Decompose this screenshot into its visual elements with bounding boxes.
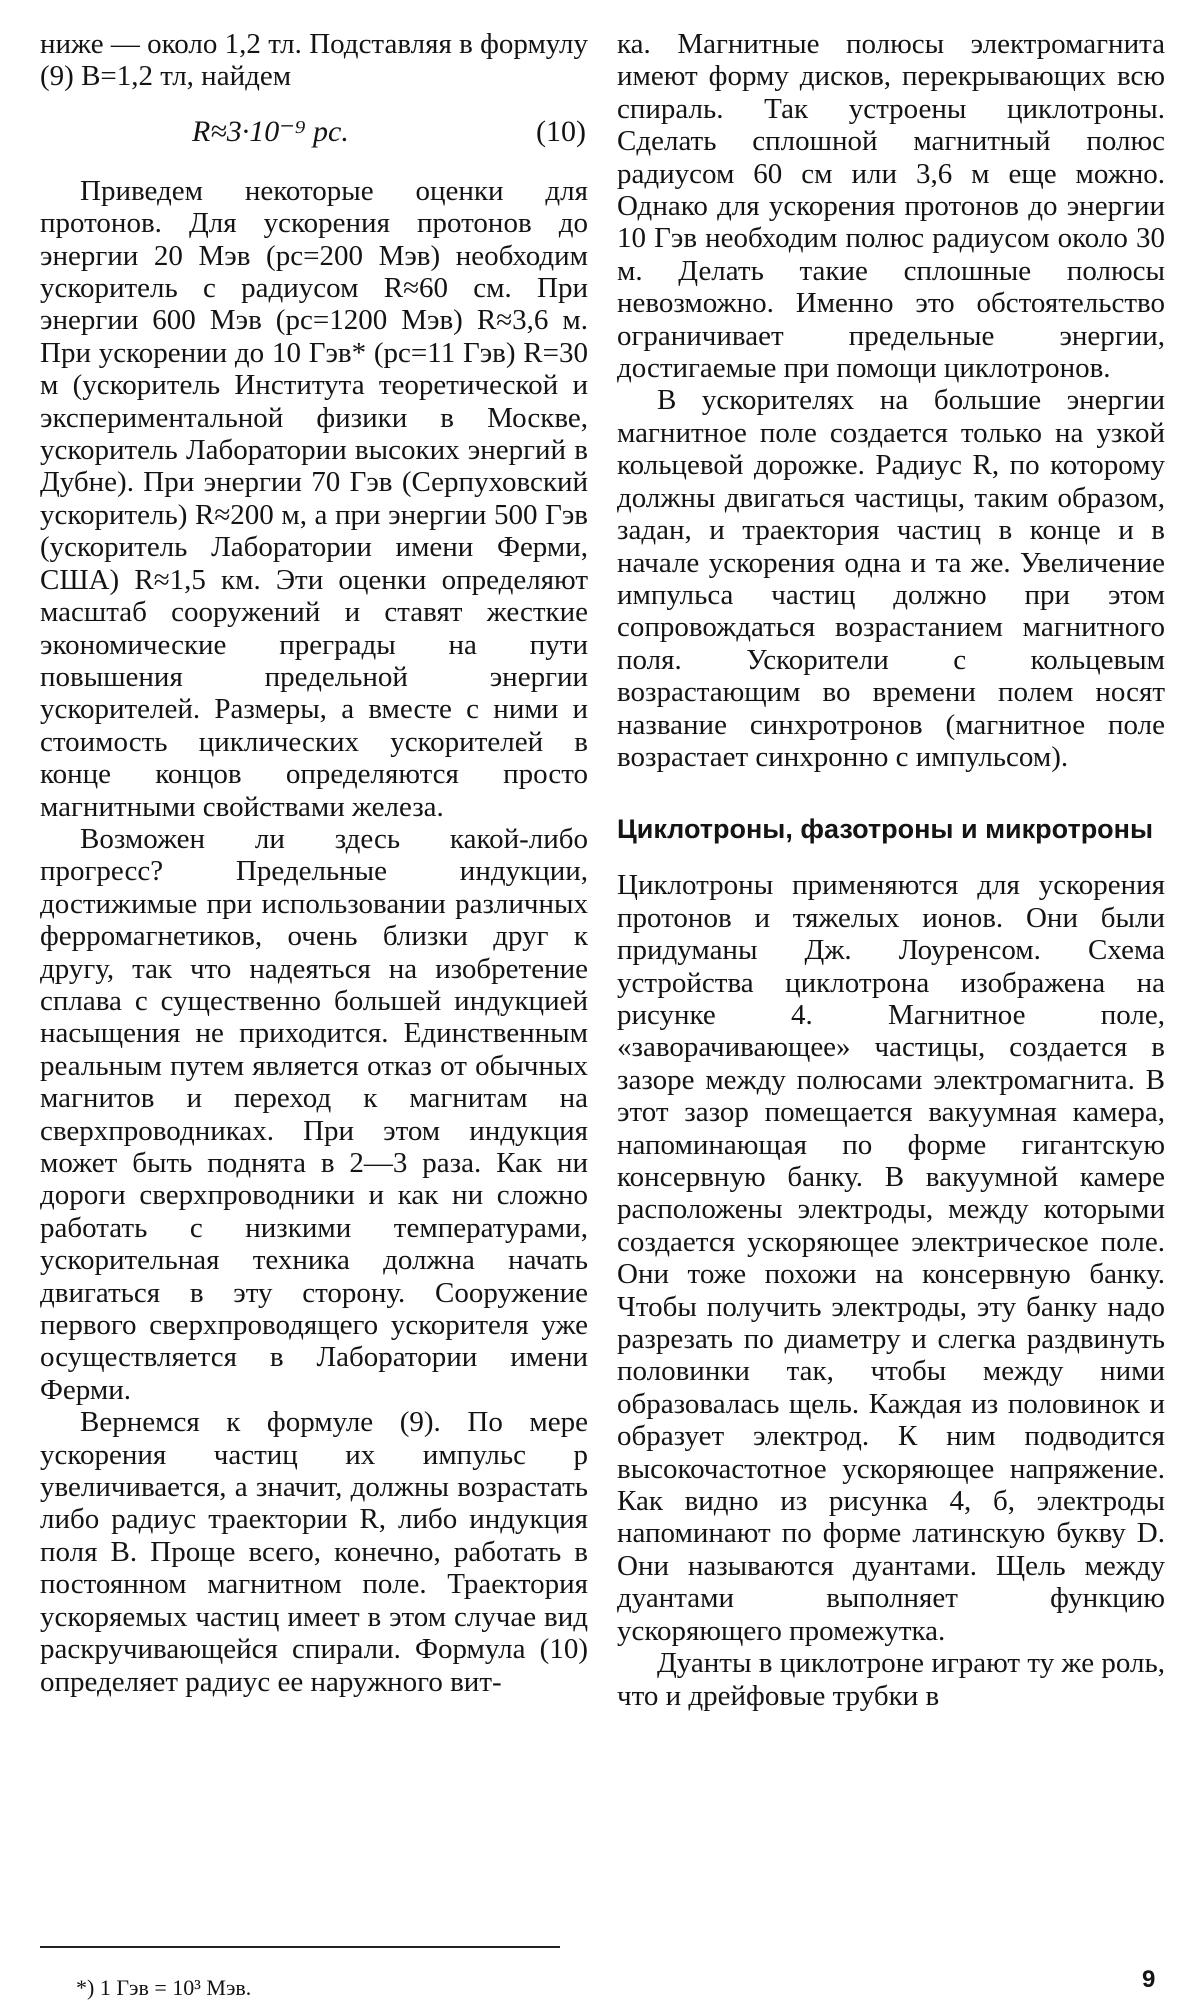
paragraph: Вернемся к формуле (9). По мере ускорения частиц их импульс p увеличивается, а значит, должны возрастать либо радиус траектории R, либо индукция поля B. Проще всего, конечно, работать в постоянном магнитном поле. Траектория ускоряемых частиц имеет в этом случае вид раскручивающейся спирали. Формула (10) определяет радиус ее наружного вит- [40,1406,588,1698]
paragraph: В ускорителях на большие энергии магнитное поле создается только на узкой кольцевой дорожке. Радиус R, по которому должны двигаться частицы, таким образом, задан, и траектория частиц в конце и в начале ускорения одна и та же. Увеличение импульса частиц должно при этом сопровождаться возрастанием магнитного поля. Ускорители с кольцевым возрастающим во времени полем носят название синхротронов (магнитное поле возрастает синхронно с импульсом). [617,384,1165,773]
paragraph: Возможен ли здесь какой-либо прогресс? Предельные индукции, достижимые при использовании различных ферромагнетиков, очень близки друг к другу, так что надеяться на изобретение сплава с существенно большей индукцией насыщения не приходится. Единственным реальным путем является отказ от обычных магнитов и переход к магнитам на сверхпроводниках. При этом индукция может быть поднята в 2—3 раза. Как ни дороги сверхпроводники и как ни сложно работать с низкими температурами, ускорительная техника должна начать двигаться в эту сторону. Сооружение первого сверхпроводящего ускорителя уже осуществляется в Лаборатории имени Ферми. [40,822,588,1406]
formula-10 [40,115,588,151]
paragraph-intro: ниже — около 1,2 тл. Подставляя в формулу (9) B=1,2 тл, найдем [40,28,588,93]
paragraph: ка. Магнитные полюсы электромагнита имеют форму дисков, перекрывающих всю спираль. Так устроены циклотроны. Сделать сплошной магнитный полюс радиусом 60 см или 3,6 м еще можно. Однако для ускорения протонов до энергии 10 Гэв необходим полюс радиусом около 30 м. Делать такие сплошные полюсы невозможно. Именно это обстоятельство ограничивает предельные энергии, достигаемые при помощи циклотронов. [617,28,1165,385]
footnote-divider [40,1946,560,1948]
left-column [40,28,588,1698]
formula-number: (10) [536,114,586,148]
paragraph: Дуанты в циклотроне играют ту же роль, что и дрейфовые трубки в [617,1647,1165,1712]
footnote: *) 1 Гэв = 10³ Мэв. [76,1975,252,2000]
formula-expression: R≈3·10⁻⁹ pc. [192,114,349,148]
page-number: 9 [1142,1966,1156,1993]
right-column [617,28,1165,1712]
paragraph: Приведем некоторые оценки для протонов. Для ускорения протонов до энергии 20 Мэв (pc=200 Мэв) необходим ускоритель с радиусом R≈60 см. При энергии 600 Мэв (pc=1200 Мэв) R≈3,6 м. При ускорении до 10 Гэв* (pc=11 Гэв) R=30 м (ускоритель Института теоретической и экспериментальной физики в Москве, ускоритель Лаборатории высоких энергий в Дубне). При энергии 70 Гэв (Серпуховский ускоритель) R≈200 м, а при энергии 500 Гэв (ускоритель Лаборатории имени Ферми, США) R≈1,5 км. Эти оценки определяют масштаб сооружений и ставят жесткие экономические преграды на пути повышения предельной энергии ускорителей. Размеры, а вместе с ними и стоимость циклических ускорителей в конце концов определяются просто магнитными свойствами железа. [40,174,588,823]
paragraph: Циклотроны применяются для ускорения протонов и тяжелых ионов. Они были придуманы Дж. Лоуренсом. Схема устройства циклотрона изображена на рисунке 4. Магнитное поле, «заворачивающее» частицы, создается в зазоре между полюсами электромагнита. В этот зазор помещается вакуумная камера, напоминающая по форме гигантскую консервную банку. В вакуумной камере расположены электроды, между которыми создается ускоряющее электрическое поле. Они тоже похожи на консервную банку. Чтобы получить электроды, эту банку надо разрезать по диаметру и слегка раздвинуть половинки так, чтобы между ними образовалась щель. Каждая из половинок и образует электрод. К ним подводится высокочастотное ускоряющее напряжение. Как видно из рисунка 4, б, электроды напоминают по форме латинскую букву D. Они называются дуантами. Щель между дуантами выполняет функцию ускоряющего промежутка. [617,869,1165,1647]
section-heading: Циклотроны, фазотроны и микротроны [617,814,1154,845]
